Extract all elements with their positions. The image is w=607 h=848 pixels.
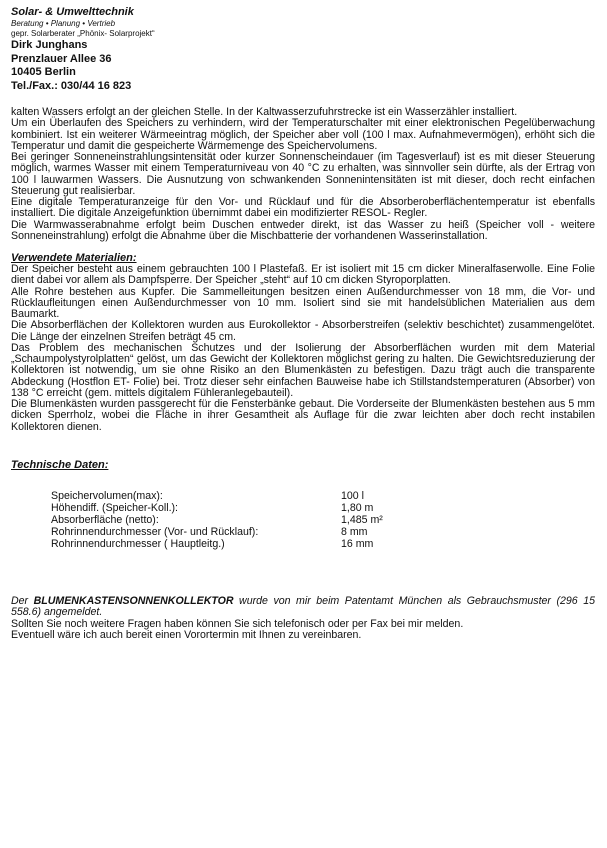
contact-note: Sollten Sie noch weitere Fragen haben können Sie sich telefonisch oder per Fax bei mir melden. (11, 617, 464, 630)
document-body (11, 107, 595, 642)
appointment-note: Eventuell wäre ich auch bereit einen Vorortermin mit Ihnen zu vereinbaren. (11, 629, 362, 642)
body-paragraph: Die Warmwasserabnahme erfolgt beim Duschen entweder direkt, ist das Wasser zu heiß (Speicher voll - weitere Sonneneinstrahlung) erfolgt die Abnahme über die Mischbatterie der vorhandenen Wasserinstallation. (11, 218, 595, 242)
patent-registration: Gebrauchsmuster (296 15 558.6) angemeldet. (11, 594, 596, 619)
spec-value: 1,485 m² (341, 513, 383, 526)
spec-row (51, 526, 451, 538)
materials-heading: Verwendete Materialien: (11, 252, 137, 264)
technical-heading: Technische Daten: (11, 458, 109, 471)
spec-row (51, 514, 451, 526)
spec-label: Rohrinnendurchmesser ( Hauptleitg.) (51, 537, 225, 550)
spec-value: 1,80 m (341, 501, 374, 514)
contact-name: Dirk Junghans (11, 39, 88, 51)
patent-note-prefix: Der (11, 594, 34, 607)
body-paragraph: Eine digitale Temperaturanzeige für den Vor- und Rücklauf und für die Absorberoberflächentemperatur ist ebenfalls installiert. Die digitale Anzeigefunktion übernimmt dabei ein modifizierter RESOL- Regler. (11, 196, 595, 220)
spec-label: Speichervolumen(max): (51, 489, 163, 502)
technical-data-table (51, 490, 451, 550)
body-paragraph: kalten Wassers erfolgt an der gleichen Stelle. In der Kaltwasserzufuhrstrecke ist ein Wasserzähler installiert. (11, 106, 518, 118)
materials-paragraph: Der Speicher besteht aus einem gebrauchten 100 l Plastefaß. Er ist isoliert mit 15 cm dicker Mineralfaserwolle. Eine Folie dient dabei vor allem als Dampfsperre. Der Speicher „steht“ auf 10 cm dicken Styroporplatten. (11, 263, 595, 287)
body-paragraph: Bei geringer Sonneneinstrahlungsintensität oder kurzer Sonnenscheindauer (im Tagesverlauf) ist es mit dieser Steuerung möglich, warmes Wasser mit einem Temperaturniveau von 40 °C zu erhalten, was sinnvoller sein dürfte, als der Ertrag von 100 l lauwarmen Wassers. Die Ausnutzung von schwankenden Sonnenintensitäten ist mit dieser, doch recht einfachen Steuerung gut realisierbar. (11, 151, 595, 197)
spec-value: 16 mm (341, 537, 374, 550)
product-name: BLUMENKASTENSONNENKOLLEKTOR (33, 594, 234, 607)
spec-row (51, 490, 451, 502)
materials-paragraph: Die Blumenkästen wurden passgerecht für die Fensterbänke gebaut. Die Vorderseite der Blumenkästen bestehen aus 5 mm dicken Sperrholz, wobei die Fläche in ihrer Gesamtheit als Auflage für die zwar leichten aber doch recht instabilen Kollektoren dienen. (11, 398, 595, 433)
materials-paragraph: Alle Rohre bestehen aus Kupfer. Die Sammelleitungen besitzen einen Außendurchmesser von 18 mm, die Vor- und Rücklaufleitungen einen Außendurchmesser von 10 mm. Isoliert sind sie mit handelsüblichen Materialien aus dem Baumarkt. (11, 285, 595, 320)
contact-street: Prenzlauer Allee 36 (11, 52, 112, 65)
spec-label: Absorberfläche (netto): (51, 513, 159, 526)
spec-row (51, 538, 451, 550)
spec-label: Rohrinnendurchmesser (Vor- und Rücklauf): (51, 525, 259, 538)
spec-value: 8 mm (341, 525, 368, 538)
spec-value: 100 l (341, 489, 364, 502)
spec-row (51, 502, 451, 514)
patent-note (11, 596, 595, 619)
contact-city: 10405 Berlin (11, 66, 76, 78)
patent-note-middle: wurde von mir beim Patentamt München als (233, 594, 467, 607)
spec-label: Höhendiff. (Speicher-Koll.): (51, 501, 178, 514)
letterhead (11, 6, 331, 93)
contact-phone: Tel./Fax.: 030/44 16 823 (11, 79, 132, 92)
body-paragraph: Um ein Überlaufen des Speichers zu verhindern, wird der Temperaturschalter mit einer elektronischen Pegelüberwachung kombiniert. Ist ein weiterer Wärmeeintrag möglich, der Speicher aber voll (100 l max. Aufnahmevermögen), erhöht sich die Temperatur und damit die gespeicherte Wärmemenge des Speichervolumens. (11, 117, 595, 152)
company-services: Beratung • Planung • Vertrieb (11, 19, 116, 28)
company-name: Solar- & Umwelttechnik (11, 6, 134, 18)
certification-line: gepr. Solarberater „Phönix- Solarprojekt“ (11, 29, 155, 38)
closing-section (11, 596, 595, 642)
materials-paragraph: Das Problem des mechanischen Schutzes und der Isolierung der Absorberflächen wurden mit dem Material „Schaumpolystyrolplatten“ gelöst, um das Gewicht der Kollektoren möglichst gering zu halten. Die Gewichtsreduzierung der Kollektoren ist notwendig, um sie ohne Risiko an den Blumenkästen zu befestigen. Dazu trägt auch die transparente Abdeckung (Hostflon ET- Folie) bei. Trotz dieser sehr einfachen Bauweise habe ich Stillstandstemperaturen (Absorber) von 138 °C erreicht (gem. mittels digitalem Fühleranlegebauteil). (11, 341, 595, 399)
materials-paragraph: Die Absorberflächen der Kollektoren wurden aus Eurokollektor - Absorberstreifen (selektiv beschichtet) zusammengelötet. Die Länge der einzelnen Streifen beträgt 45 cm. (11, 319, 595, 343)
